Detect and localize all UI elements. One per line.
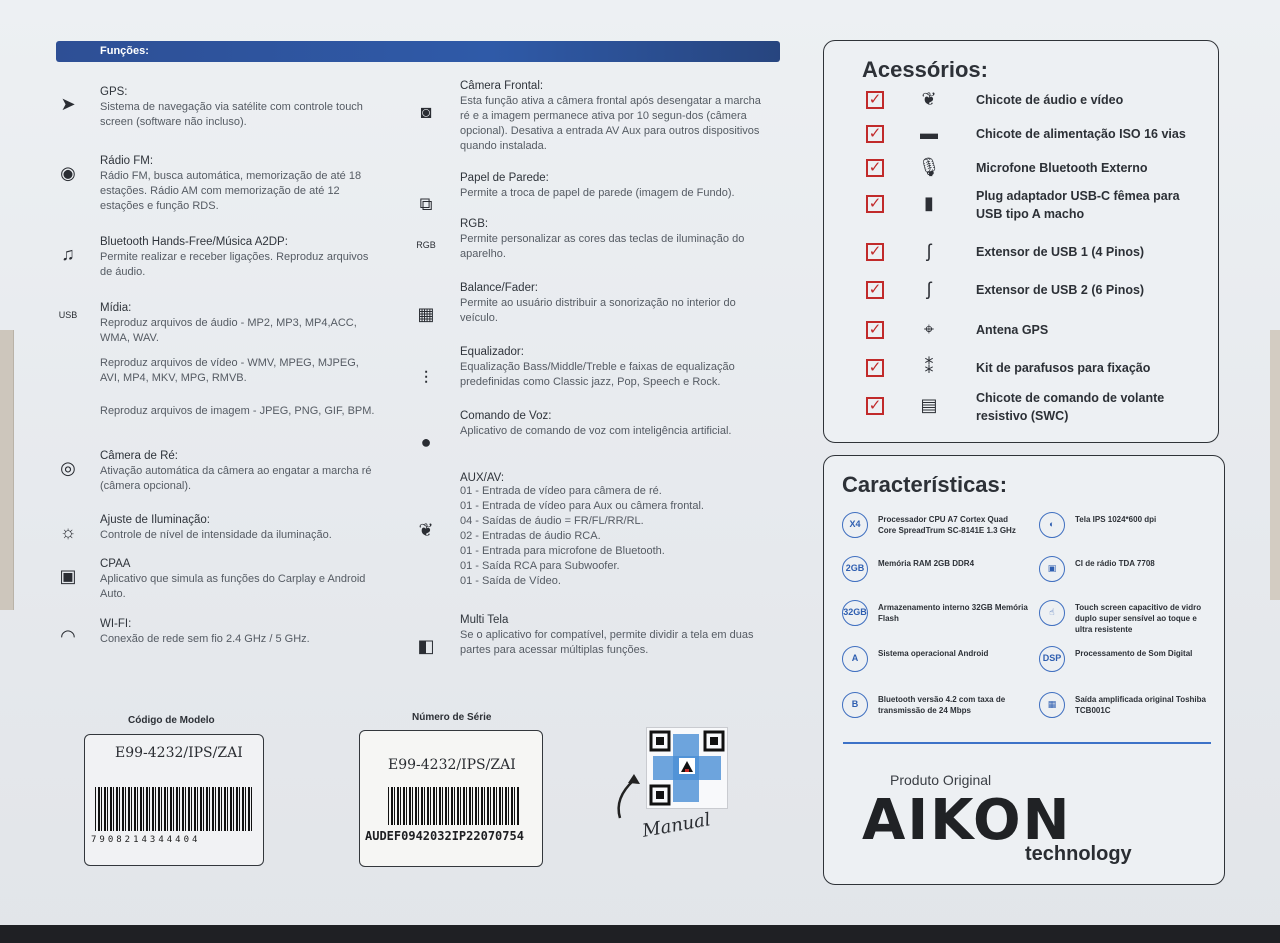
characteristic-label: Saída amplificada original Toshiba TCB001C: [1075, 695, 1206, 715]
function-description: Sistema de navegação via satélite com controle touch screen (software não incluso).: [100, 101, 363, 128]
bluetooth-icon: B: [842, 692, 868, 718]
qr-pattern-icon: [647, 728, 727, 808]
accessory-label: Chicote de áudio e vídeo: [976, 93, 1124, 107]
function-item: [460, 282, 770, 326]
checkmark-icon: ✓: [866, 125, 884, 143]
light-bulb-icon: ☼: [59, 522, 77, 542]
function-title: RGB:: [460, 218, 489, 230]
accessories-title: Acessórios:: [862, 57, 988, 82]
manual-caption: Manual: [640, 809, 713, 842]
accessory-label: Plug adaptador USB-C fêmea para USB tipo A macho: [976, 189, 1180, 221]
characteristic-label: Sistema operacional Android: [878, 649, 989, 658]
table-surface: [0, 925, 1280, 943]
function-line: 04 - Saídas de áudio = FR/FL/RR/RL.: [460, 515, 644, 527]
qr-arrow-icon: [612, 772, 642, 822]
accessory-label: Microfone Bluetooth Externo: [976, 161, 1148, 175]
accessory-label: Antena GPS: [976, 323, 1049, 337]
function-title: Câmera de Ré:: [100, 450, 178, 462]
characteristic-item: [842, 692, 1022, 722]
characteristic-item: [1039, 600, 1219, 634]
av-cable-icon: ❦: [418, 520, 434, 540]
checkmark-icon: ✓: [866, 243, 884, 261]
function-title: Comando de Voz:: [460, 410, 552, 422]
accessory-label: Chicote de comando de volante resistivo (SWC): [976, 391, 1165, 423]
accessory-label: Chicote de alimentação ISO 16 vias: [976, 127, 1186, 141]
accessory-item: [824, 89, 1224, 119]
characteristics-divider: [843, 742, 1211, 744]
function-item: [460, 80, 770, 154]
usb-cable-icon: ʃ: [927, 241, 931, 261]
accessory-item: [824, 357, 1224, 387]
function-item: [100, 86, 375, 130]
steering-harness-icon: ▤: [920, 395, 938, 415]
serial-barcode-box: [359, 730, 543, 867]
accessory-label: Extensor de USB 2 (6 Pinos): [976, 283, 1145, 297]
function-description: Reproduz arquivos de imagem - JPEG, PNG, GIF, BPM.: [100, 405, 375, 417]
function-item: [460, 218, 770, 262]
brand-tagline: technology: [1025, 843, 1132, 865]
accessory-item: [824, 157, 1224, 187]
chip-icon: ▣: [1039, 556, 1065, 582]
checkmark-icon: ✓: [866, 195, 884, 213]
function-description: Equalização Bass/Middle/Treble e faixas de equalização predefinidas como Classic jazz, Pop, Speech e Rock.: [460, 361, 735, 388]
characteristic-item: [1039, 692, 1219, 722]
function-item: [100, 450, 375, 494]
function-title: Balance/Fader:: [460, 282, 538, 294]
function-line: 01 - Entrada de vídeo para Aux ou câmera frontal.: [460, 500, 704, 512]
functions-banner-label: Funções:: [100, 45, 149, 57]
function-item: [100, 302, 375, 346]
function-description: Permite ao usuário distribuir a sonorização no interior do veículo.: [460, 297, 736, 324]
function-line: 01 - Entrada de vídeo para câmera de ré.: [460, 485, 662, 497]
brand-subtitle: Produto Original: [890, 772, 992, 788]
usb-cable-icon: ʃ: [927, 279, 931, 299]
function-line: 01 - Saída RCA para Subwoofer.: [460, 560, 620, 572]
function-description: Permite a troca de papel de parede (imagem de Fundo).: [460, 187, 735, 199]
storage-icon: 32GB: [842, 600, 868, 626]
function-description: Aplicativo que simula as funções do Carplay e Android Auto.: [100, 573, 366, 600]
characteristic-item: [842, 600, 1028, 630]
function-description: Reproduz arquivos de vídeo - WMV, MPEG, MJPEG, AVI, MP4, MKV, MPG, RMVB.: [100, 357, 359, 384]
checkmark-icon: ✓: [866, 91, 884, 109]
functions-banner: [56, 41, 780, 62]
function-item: [100, 236, 375, 280]
characteristic-item: [842, 512, 1022, 542]
accessory-label: Kit de parafusos para fixação: [976, 361, 1151, 375]
accessory-item: [824, 319, 1224, 349]
gps-antenna-icon: ⌖: [923, 319, 935, 339]
function-title: Câmera Frontal:: [460, 80, 544, 92]
function-item: [100, 354, 375, 386]
equalizer-icon: ⫶: [423, 368, 429, 388]
accessory-label: Extensor de USB 1 (4 Pinos): [976, 245, 1145, 259]
serial-number-text: AUDEF0942032IP22070754: [365, 829, 524, 843]
av-cable-icon: ❦: [921, 89, 937, 109]
accessory-item: [824, 279, 1224, 309]
bluetooth-music-icon: ♫: [61, 244, 75, 264]
function-item: [100, 618, 375, 647]
accessory-item: [824, 241, 1224, 271]
function-description: Ativação automática da câmera ao engatar a marcha ré (câmera opcional).: [100, 465, 372, 492]
serial-barcode: [388, 787, 520, 825]
function-item: [100, 514, 375, 543]
balance-icon: ▦: [417, 304, 435, 324]
function-description: Se o aplicativo for compatível, permite dividir a tela em duas partes para acessar múltiplas funções.: [460, 629, 754, 656]
function-title: Rádio FM:: [100, 155, 154, 167]
accessories-panel: [823, 40, 1219, 443]
dsp-icon: DSP: [1039, 646, 1065, 672]
android-icon: A: [842, 646, 868, 672]
function-description: Reproduz arquivos de áudio - MP2, MP3, MP4,ACC, WMA, WAV.: [100, 317, 357, 344]
rgb-icon: RGB: [416, 240, 436, 250]
function-title: GPS:: [100, 86, 128, 98]
characteristic-label: Processador CPU A7 Cortex Quad Core SpreadTrum SC-8141E 1.3 GHz: [878, 515, 1016, 535]
accessory-item: [824, 391, 1224, 425]
function-description: Aplicativo de comando de voz com inteligência artificial.: [460, 425, 732, 437]
amplifier-icon: ▦: [1039, 692, 1065, 718]
checkmark-icon: ✓: [866, 281, 884, 299]
function-title: Ajuste de Iluminação:: [100, 514, 210, 526]
characteristic-item: [1039, 512, 1219, 542]
touch-icon: ☝: [1039, 600, 1065, 626]
characteristic-label: Touch screen capacitivo de vidro duplo super sensível ao toque e ultra resistente: [1075, 603, 1202, 634]
serial-code-text: E99-4232/IPS/ZAI: [388, 757, 516, 773]
model-barcode-box: [84, 734, 264, 866]
function-description: Controle de nível de intensidade da iluminação.: [100, 529, 332, 541]
function-description: Conexão de rede sem fio 2.4 GHz / 5 GHz.: [100, 633, 310, 645]
function-item: [100, 402, 375, 419]
checkmark-icon: ✓: [866, 397, 884, 415]
model-barcode: [95, 787, 253, 831]
function-item: [460, 614, 770, 658]
cpu-icon: X4: [842, 512, 868, 538]
model-code-text: E99-4232/IPS/ZAI: [115, 745, 243, 761]
function-description: Permite personalizar as cores das teclas de iluminação do aparelho.: [460, 233, 745, 260]
characteristic-label: Processamento de Som Digital: [1075, 649, 1193, 658]
function-item: [100, 155, 375, 214]
accessory-item: [824, 189, 1224, 223]
accessory-item: [824, 123, 1224, 153]
checkmark-icon: ✓: [866, 321, 884, 339]
box-flap-right: [1270, 330, 1280, 600]
wifi-icon: ◠: [60, 626, 76, 646]
function-title: CPAA: [100, 558, 131, 570]
model-code-label: Código de Modelo: [128, 715, 215, 726]
characteristic-label: Tela IPS 1024*600 dpi: [1075, 515, 1157, 524]
screws-icon: ⁑: [924, 357, 934, 377]
function-item: [460, 410, 770, 439]
checkmark-icon: ✓: [866, 359, 884, 377]
brand-name: AIKON: [862, 788, 1072, 853]
radio-icon: ◉: [60, 163, 76, 183]
function-description: Permite realizar e receber ligações. Reproduz arquivos de áudio.: [100, 251, 369, 278]
function-title: Bluetooth Hands-Free/Música A2DP:: [100, 236, 288, 248]
function-item: [460, 172, 770, 201]
characteristic-label: CI de rádio TDA 7708: [1075, 559, 1155, 568]
function-item: [460, 346, 770, 390]
voice-icon: ●: [420, 432, 432, 452]
characteristic-item: [842, 556, 1022, 586]
rear-camera-icon: ◎: [60, 458, 76, 478]
usb-adapter-icon: ▮: [924, 193, 934, 213]
function-title: Papel de Parede:: [460, 172, 549, 184]
characteristic-item: [842, 646, 1022, 676]
navigation-arrow-icon: ➤: [60, 94, 76, 114]
ram-icon: 2GB: [842, 556, 868, 582]
function-title: AUX/AV:: [460, 472, 505, 484]
function-line: 02 - Entradas de áudio RCA.: [460, 530, 601, 542]
function-title: Equalizador:: [460, 346, 524, 358]
front-camera-icon: ◙: [420, 102, 432, 122]
function-line: 01 - Saída de Vídeo.: [460, 575, 561, 587]
characteristic-item: [1039, 556, 1219, 586]
characteristic-label: Memória RAM 2GB DDR4: [878, 559, 975, 568]
characteristic-item: [1039, 646, 1219, 676]
function-description: Esta função ativa a câmera frontal após desengatar a marcha ré e a imagem permanece ativa por 10 segun-dos (câmera opcional). Desativa a entrada AV Aux para outros dispositivos quando instalada.: [460, 95, 761, 152]
characteristic-label: Bluetooth versão 4.2 com taxa de transmissão de 24 Mbps: [878, 695, 1006, 715]
function-description: Rádio FM, busca automática, memorização de até 18 estações. Rádio AM com memorização de até 12 estações e função RDS.: [100, 170, 362, 212]
screen-icon: ◐: [1039, 512, 1065, 538]
characteristic-label: Armazenamento interno 32GB Memória Flash: [878, 603, 1028, 623]
characteristics-title: Características:: [842, 472, 1008, 497]
manual-qr-code[interactable]: [646, 727, 728, 809]
function-title: WI-FI:: [100, 618, 132, 630]
microphone-icon: 🎙: [917, 157, 941, 177]
box-flap-left: [0, 330, 14, 610]
checkmark-icon: ✓: [866, 159, 884, 177]
function-title: Multi Tela: [460, 614, 509, 626]
split-screen-icon: ◧: [417, 636, 435, 656]
power-harness-icon: ▬: [920, 123, 938, 143]
function-line: 01 - Entrada para microfone de Bluetooth.: [460, 545, 665, 557]
function-item: [100, 558, 375, 602]
function-item: [460, 472, 770, 589]
phone-icon: ▣: [59, 566, 77, 586]
wallpaper-icon: ⧉: [419, 194, 433, 214]
model-barcode-number: 7908214344404: [91, 835, 201, 845]
usb-icon: USB: [58, 310, 78, 320]
serial-number-label: Número de Série: [412, 712, 492, 723]
function-title: Mídia:: [100, 302, 132, 314]
